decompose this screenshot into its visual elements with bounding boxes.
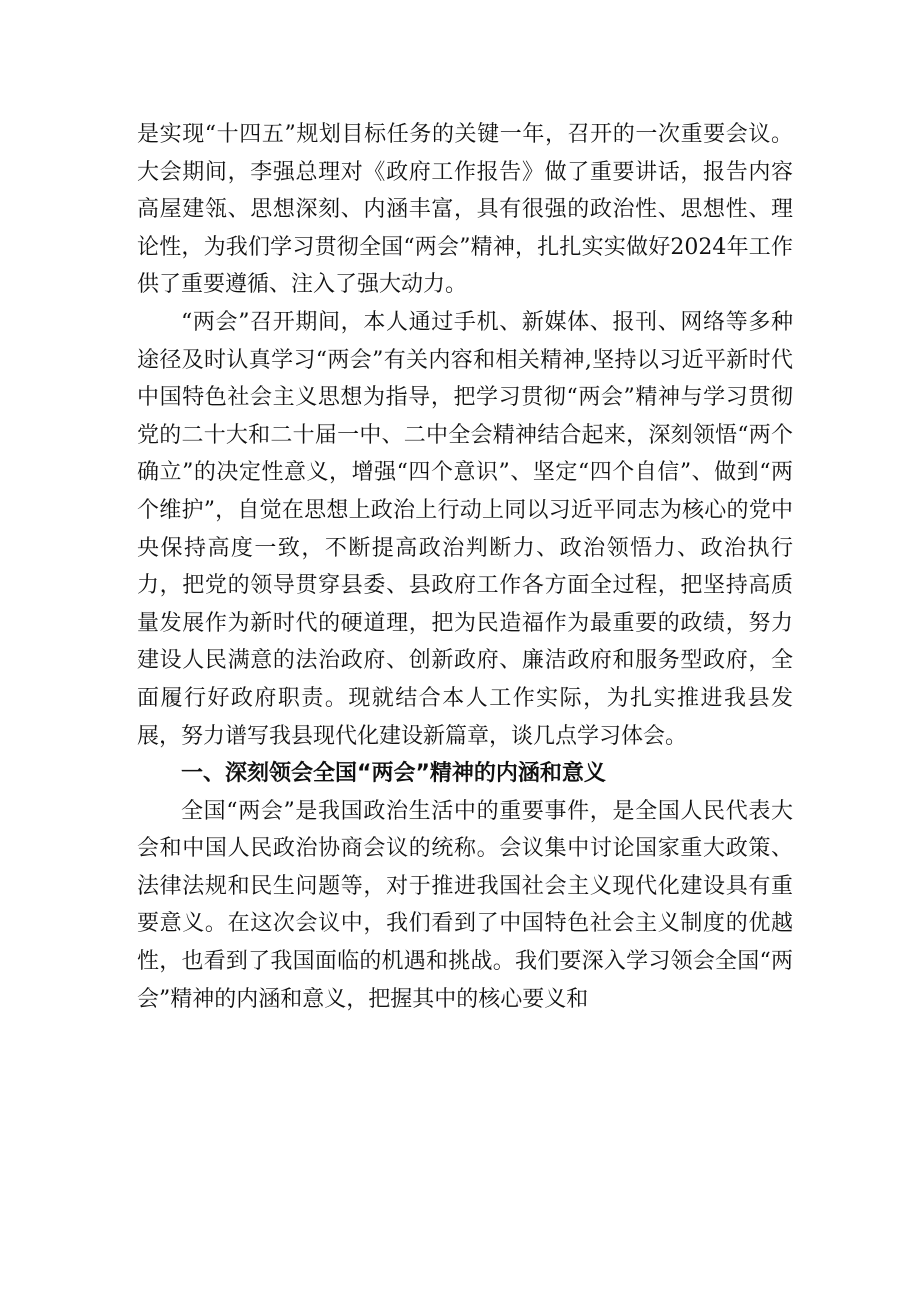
paragraph-section-body: 全国“两会”是我国政治生活中的重要事件，是全国人民代表大会和中国人民政治协商会议的统称。会议集中讨论国家重大政策、法律法规和民生问题等，对于推进我国社会主义现代化建设具有重要意义。在这次会议中，我们看到了中国特色社会主义制度的优越性，也看到了我国面临的机遇和挑战。我们要深入学习领会全国“两会”精神的内涵和意义，把握其中的核心要义和 (137, 798, 793, 1012)
paragraph-study-summary: “两会”召开期间，本人通过手机、新媒体、报刊、网络等多种途径及时认真学习“两会”有关内容和相关精神,坚持以习近平新时代中国特色社会主义思想为指导，把学习贯彻“两会”精神与学习贯彻党的二十大和二十届一中、二中全会精神结合起来，深刻领悟“两个确立”的决定性意义，增强“四个意识”、坚定“四个自信”、做到“两个维护”，自觉在思想上政治上行动上同以习近平同志为核心的党中央保持高度一致，不断提高政治判断力、政治领悟力、政治执行力，把党的领导贯穿县委、县政府工作各方面全过程，把坚持高质量发展作为新时代的硬道理，把为民造福作为最重要的政绩，努力建设人民满意的法治政府、创新政府、廉洁政府和服务型政府，全面履行好政府职责。现就结合本人工作实际，为扎实推进我县发展，努力谱写我县现代化建设新篇章，谈几点学习体会。 (137, 309, 793, 749)
document-body (137, 116, 793, 1018)
paragraph-continuation: 是实现“十四五”规划目标任务的关键一年，召开的一次重要会议。大会期间，李强总理对《政府工作报告》做了重要讲话，报告内容高屋建瓴、思想深刻、内涵丰富，具有很强的政治性、思想性、理论性，为我们学习贯彻全国“两会”精神，扎扎实实做好2024年工作供了重要遵循、注入了强大动力。 (137, 122, 793, 298)
section-heading: 一、深刻领会全国“两会”精神的内涵和意义 (181, 761, 606, 787)
